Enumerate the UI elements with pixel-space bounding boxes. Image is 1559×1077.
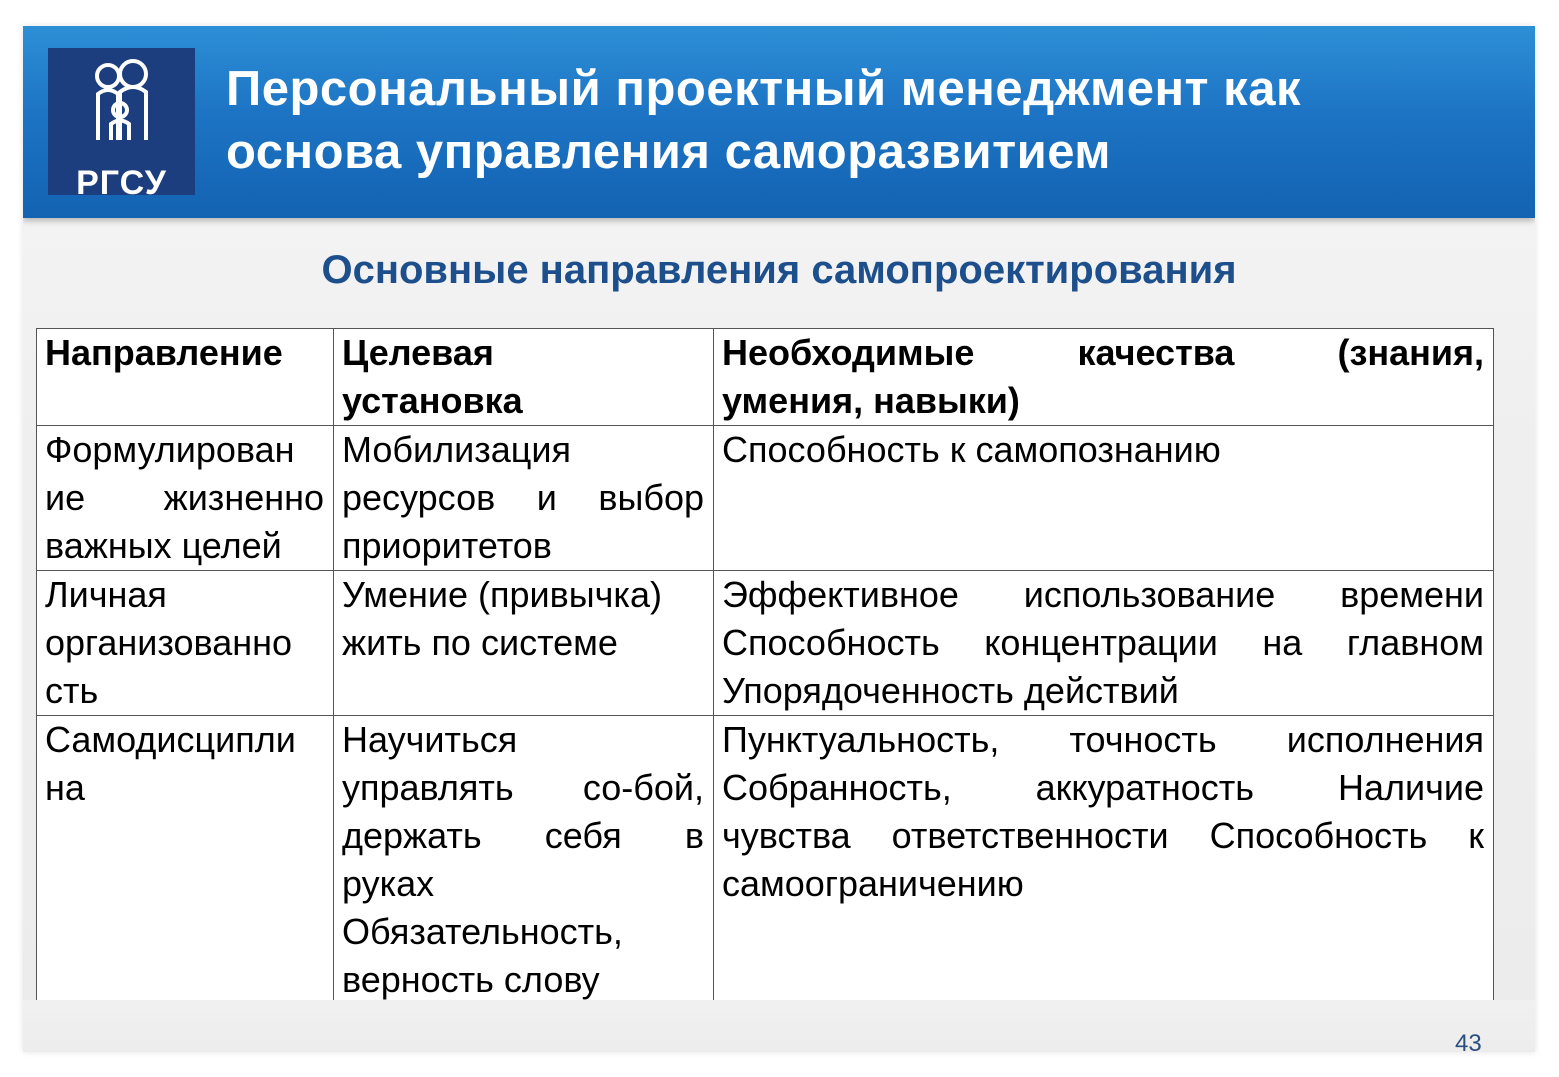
cell-line: Формулирован bbox=[45, 429, 295, 470]
university-logo bbox=[48, 48, 195, 202]
cell-line: важных целей bbox=[45, 525, 282, 566]
table-row bbox=[37, 571, 1494, 716]
cell-line: чувства ответственности Способность к bbox=[722, 815, 1484, 856]
cell-direction bbox=[37, 571, 334, 716]
cell-line: сть bbox=[45, 670, 99, 711]
cell-line: верность слову bbox=[342, 959, 600, 1000]
header-target-line: установка bbox=[342, 380, 523, 421]
cell-line: ресурсов и выбор bbox=[342, 477, 704, 518]
table-header-row bbox=[37, 329, 1494, 426]
logo-text: РГСУ bbox=[76, 164, 167, 202]
cell-line: ие жизненно bbox=[45, 477, 324, 518]
cell-qualities bbox=[714, 571, 1494, 716]
cell-line: Эффективное использование времени bbox=[722, 574, 1484, 615]
cell-qualities bbox=[714, 716, 1494, 1005]
header-qualities bbox=[714, 329, 1494, 426]
title-line-1: Персональный проектный менеджмент как bbox=[226, 62, 1301, 116]
cell-line: приоритетов bbox=[342, 525, 552, 566]
cell-line: Упорядоченность действий bbox=[722, 670, 1179, 711]
cell-line: на bbox=[45, 767, 85, 808]
table-row bbox=[37, 426, 1494, 571]
cell-line: руках bbox=[342, 863, 435, 904]
header-target bbox=[334, 329, 714, 426]
cell-line: держать себя в bbox=[342, 815, 704, 856]
cell-line: Мобилизация bbox=[342, 429, 572, 470]
header-bar bbox=[23, 26, 1535, 218]
slide bbox=[23, 26, 1535, 1052]
header-qualities-line: умения, навыки) bbox=[722, 380, 1020, 421]
header-qualities-line: Необходимые качества (знания, bbox=[722, 332, 1484, 373]
page-number: 43 bbox=[1455, 1030, 1482, 1052]
cell-line: жить по системе bbox=[342, 622, 618, 663]
directions-table bbox=[36, 328, 1494, 1004]
cell-target bbox=[334, 571, 714, 716]
title-line-2: основа управления саморазвитием bbox=[226, 125, 1112, 179]
cell-line: Пунктуальность, точность исполнения bbox=[722, 719, 1484, 760]
cell-line: Способность концентрации на главном bbox=[722, 622, 1484, 663]
cell-line: самоограничению bbox=[722, 863, 1024, 904]
cell-qualities bbox=[714, 426, 1494, 571]
cell-line: Умение (привычка) bbox=[342, 574, 662, 615]
cell-target bbox=[334, 426, 714, 571]
slide-title bbox=[226, 58, 1506, 184]
cell-line: Самодисципли bbox=[45, 719, 296, 760]
cell-target bbox=[334, 716, 714, 1005]
header-target-line: Целевая bbox=[342, 332, 494, 373]
cell-line: управлять со-бой, bbox=[342, 767, 704, 808]
cell-line: Обязательность, bbox=[342, 911, 623, 952]
cell-line: Собранность, аккуратность Наличие bbox=[722, 767, 1484, 808]
table-row bbox=[37, 716, 1494, 1005]
cell-line: Личная bbox=[45, 574, 167, 615]
cell-line: Способность к самопознанию bbox=[722, 429, 1221, 470]
header-direction-text: Направление bbox=[45, 332, 283, 373]
slide-footer-area bbox=[23, 1000, 1535, 1052]
cell-line: организованно bbox=[45, 622, 293, 663]
cell-direction bbox=[37, 716, 334, 1005]
cell-line: Научиться bbox=[342, 719, 518, 760]
slide-subtitle: Основные направления самопроектирования bbox=[321, 248, 1237, 292]
header-direction bbox=[37, 329, 334, 426]
cell-direction bbox=[37, 426, 334, 571]
